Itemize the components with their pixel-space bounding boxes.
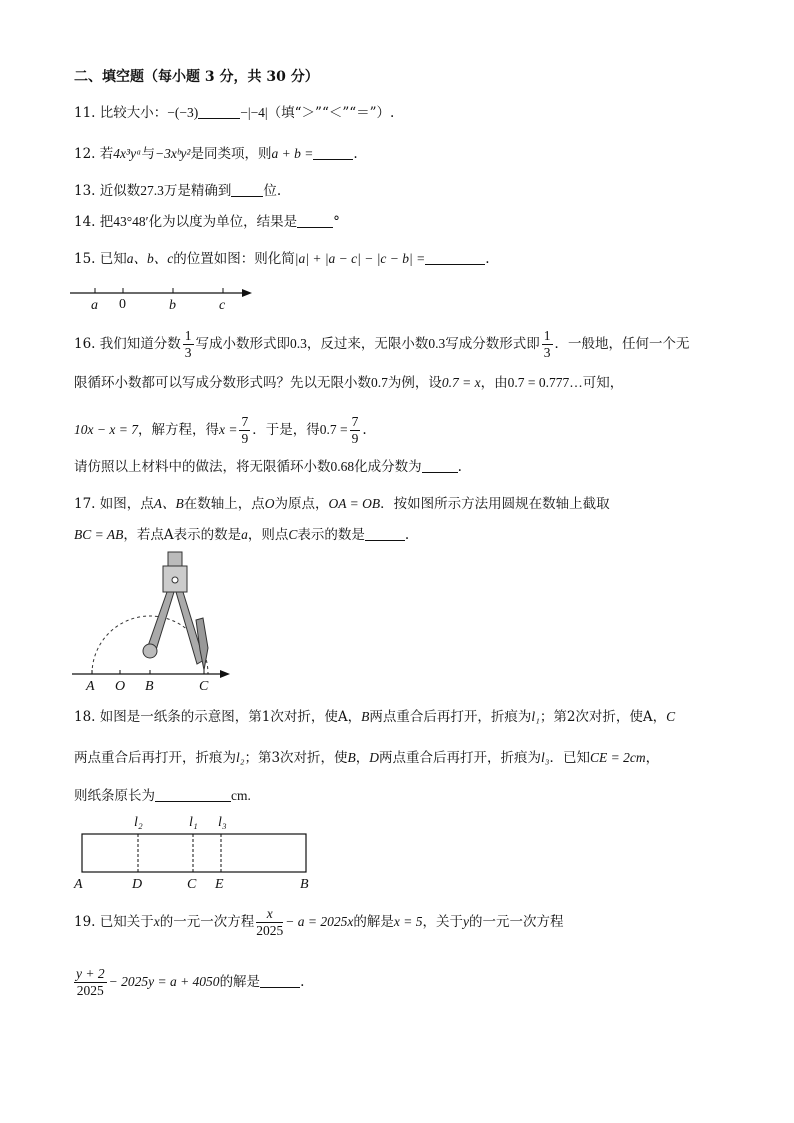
- fraction: $\frac{x}{2025}$: [256, 906, 284, 938]
- compass-icon: [143, 552, 208, 670]
- label-D: D: [132, 877, 143, 892]
- question-18-line2: 两点重合后再打开，折痕为l₂；第3次对折，使B，D两点重合后再打开，折痕为l₃．已知CE = 2cm，: [74, 750, 660, 766]
- answer-blank[interactable]: [260, 975, 300, 988]
- label-B: B: [145, 679, 154, 694]
- number-line-q15: [70, 282, 260, 312]
- label-l1: l₁: [189, 815, 198, 830]
- answer-blank[interactable]: [425, 252, 485, 265]
- question-16-line3: 10x − x = 7，解方程，得x = $\frac{7}{9}$ ．于是，得0.7 = $\frac{7}{9}$ .: [74, 414, 367, 446]
- answer-blank[interactable]: [297, 215, 333, 228]
- question-19-line1: 19. 已知关于x的一元一次方程 $\frac{x}{2025}$ − a = 2025x的解是x = 5，关于y的一元一次方程: [74, 906, 564, 938]
- answer-blank[interactable]: [231, 184, 263, 197]
- label-C: C: [199, 679, 209, 694]
- label-zero: 0: [119, 297, 126, 312]
- label-A: A: [86, 679, 95, 694]
- question-16-line2: 限循环小数都可以写成分数形式吗？先以无限小数0.7为例，设0.7 = x，由0.7 = 0.777…可知，: [74, 375, 624, 391]
- label-l2: l₂: [134, 815, 143, 830]
- compass-figure: [70, 550, 240, 695]
- paper-strip-figure: [70, 810, 320, 892]
- question-18-line3: 则纸条原长为 cm.: [74, 788, 251, 804]
- question-18-line1: 18. 如图是一纸条的示意图，第1次对折，使A，B两点重合后再打开，折痕为l₁；第2次对折，使A，C: [74, 709, 676, 725]
- fraction: $\frac{7}{9}$: [351, 414, 359, 446]
- label-a: a: [91, 298, 98, 313]
- label-A: A: [74, 877, 83, 892]
- fraction: $\frac{1}{3}$: [184, 328, 192, 360]
- axis-arrow: [220, 670, 230, 678]
- label-c: c: [219, 298, 226, 313]
- question-15: 15. 已知a、b、c的位置如图：则化简|a| + |a − c| − |c − b| = .: [74, 251, 490, 267]
- axis-arrow: [242, 289, 252, 297]
- section-title: 二、填空题（每小题 3 分，共 30 分）: [74, 69, 319, 85]
- question-19-line2: $\frac{y + 2}{2025}$ − 2025y = a + 4050的解是 .: [76, 966, 305, 998]
- answer-blank[interactable]: [313, 147, 353, 160]
- answer-blank[interactable]: [198, 106, 240, 119]
- question-16-line4: 请仿照以上材料中的做法，将无限循环小数0.68化成分数为 .: [74, 459, 462, 475]
- label-l3: l₃: [218, 815, 227, 830]
- question-17-line2: BC = AB，若点A表示的数是a，则点C表示的数是 .: [74, 527, 410, 543]
- question-11: 11. 比较大小：−(−3) −|−4|（填“＞”“＜”“＝”）.: [74, 105, 395, 121]
- fraction: $\frac{7}{9}$: [241, 414, 249, 446]
- question-12: 12. 若4x³yᵃ与−3xᵇy²是同类项，则a + b = .: [74, 146, 358, 162]
- fraction: $\frac{1}{3}$: [543, 328, 551, 360]
- question-16-line1: 16. 我们知道分数 $\frac{1}{3}$ 写成小数形式即0.3，反过来，无限小数0.3写成分数形式即 $\frac{1}{3}$ ．一般地，任何一个无: [74, 328, 690, 360]
- label-E: E: [215, 877, 224, 892]
- question-17-line1: 17. 如图，点A、B在数轴上，点O为原点，OA = OB．按如图所示方法用圆规在数轴上截取: [74, 496, 610, 512]
- answer-blank[interactable]: [365, 528, 405, 541]
- label-C: C: [187, 877, 197, 892]
- fraction: $\frac{y + 2}{2025}$: [76, 966, 105, 998]
- answer-blank[interactable]: [422, 460, 458, 473]
- question-14: 14. 把43°48′化为以度为单位，结果是 °: [74, 214, 340, 230]
- answer-blank[interactable]: [155, 789, 231, 802]
- label-B: B: [300, 877, 309, 892]
- label-O: O: [115, 679, 126, 694]
- question-13: 13. 近似数27.3万是精确到 位.: [74, 183, 282, 199]
- paper-strip: [82, 834, 306, 872]
- label-b: b: [169, 298, 176, 313]
